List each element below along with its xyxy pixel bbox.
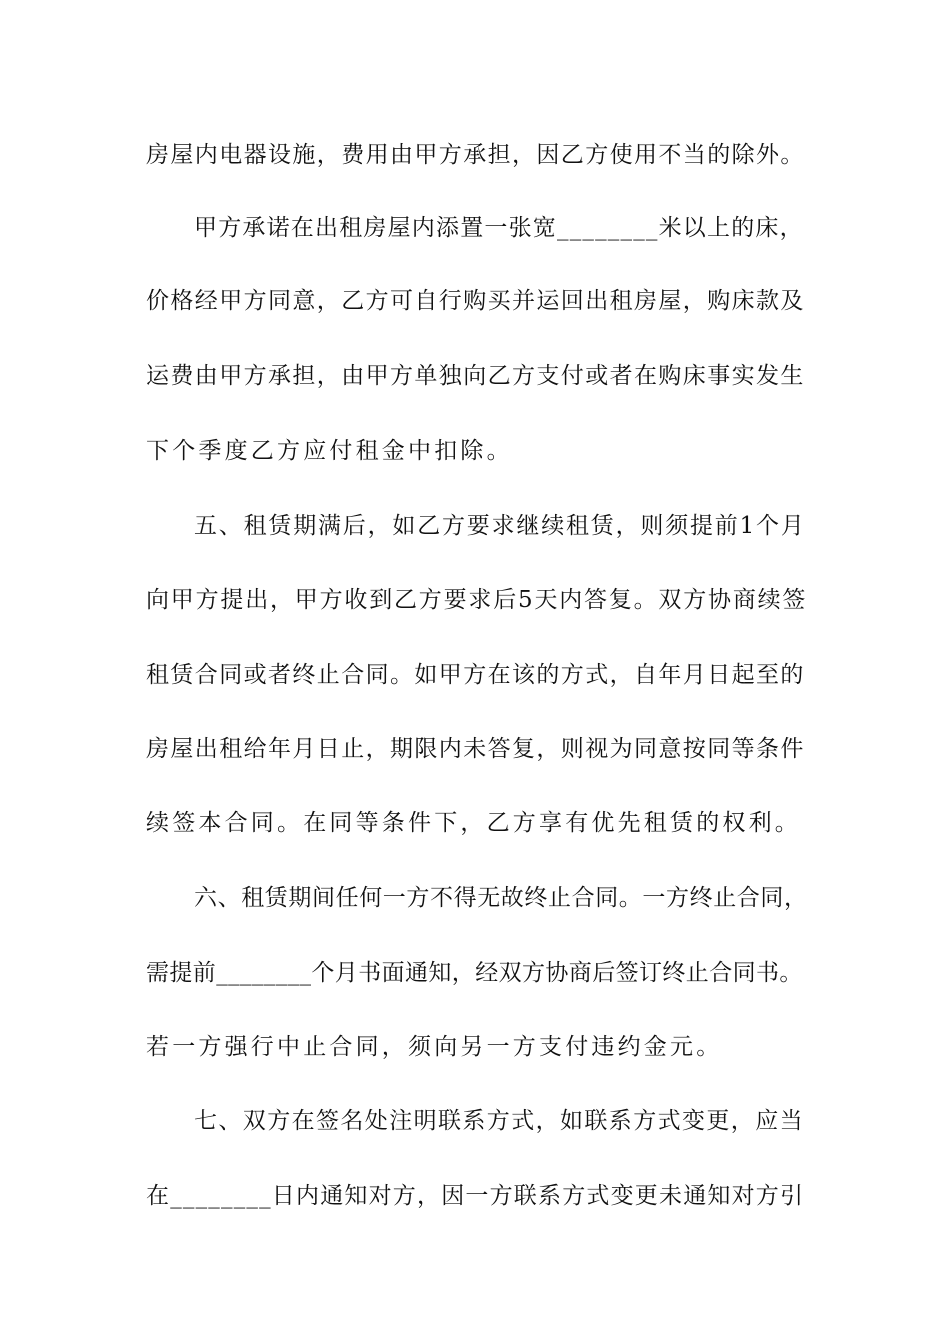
text-line: 五、租赁期满后，如乙方要求继续租赁，则须提前1个月 (194, 513, 806, 539)
text-line: 房屋出租给年月日止，期限内未答复，则视为同意按同等条件 (146, 736, 805, 762)
text-line: 需提前________个月书面通知，经双方协商后签订终止合同书。 (146, 960, 803, 986)
text-line: 价格经甲方同意，乙方可自行购买并运回出租房屋，购床款及 (146, 288, 805, 314)
text-line: 租赁合同或者终止合同。如甲方在该的方式，自年月日起至的 (146, 662, 805, 688)
text-line: 向甲方提出，甲方收到乙方要求后5天内答复。双方协商续签 (146, 587, 808, 613)
text-line: 若一方强行中止合同，须向另一方支付违约金元。 (146, 1034, 723, 1060)
text-line: 六、租赁期间任何一方不得无故终止合同。一方终止合同， (194, 885, 808, 911)
text-line: 运费由甲方承担，由甲方单独向乙方支付或者在购床事实发生 (146, 363, 805, 389)
text-line: 在________日内通知对方，因一方联系方式变更未通知对方引 (146, 1183, 805, 1209)
text-line: 七、双方在签名处注明联系方式，如联系方式变更，应当 (194, 1108, 804, 1134)
text-line: 续签本合同。在同等条件下，乙方享有优先租赁的权利。 (146, 810, 801, 836)
text-line: 甲方承诺在出租房屋内添置一张宽________米以上的床， (194, 215, 804, 241)
text-line: 下个季度乙方应付租金中扣除。 (146, 438, 513, 464)
text-line: 房屋内电器设施，费用由甲方承担，因乙方使用不当的除外。 (146, 142, 805, 168)
